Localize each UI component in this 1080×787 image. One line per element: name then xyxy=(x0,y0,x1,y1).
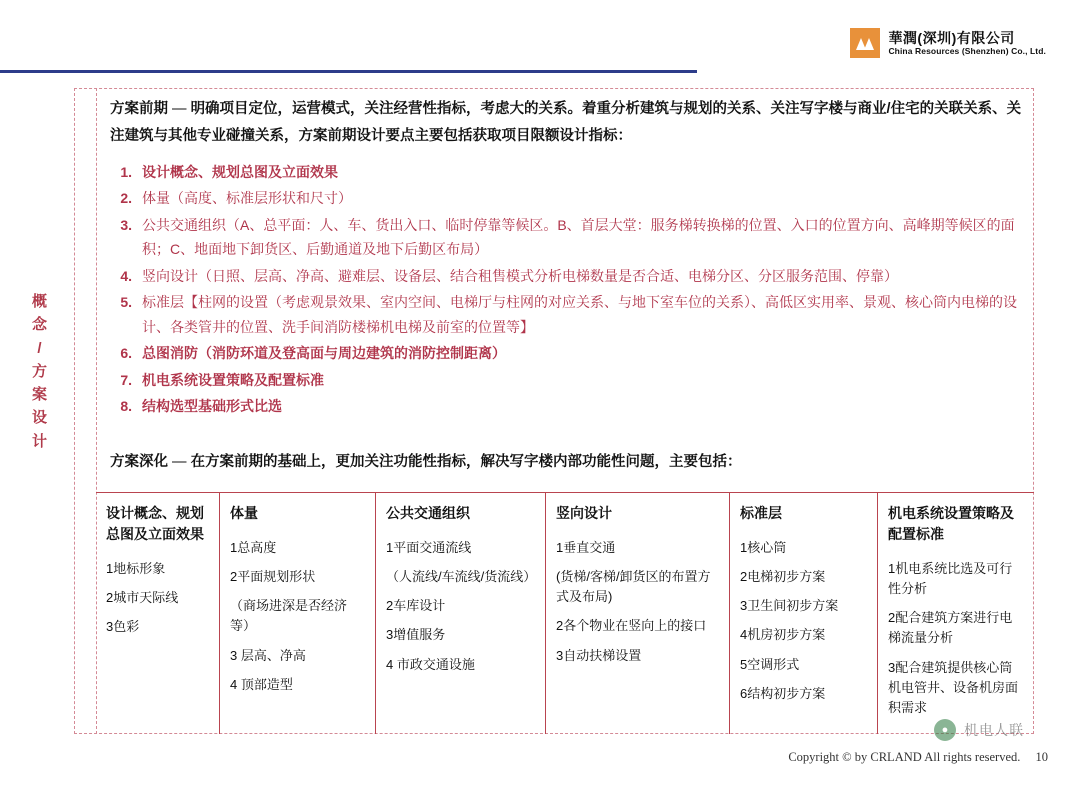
side-tab-char-4: 方 xyxy=(31,362,48,380)
early-stage-dash: — xyxy=(172,101,187,117)
crland-mountain-logo-icon xyxy=(850,28,880,58)
list-item xyxy=(110,394,1028,419)
table-cell: 5空调形式 xyxy=(740,656,800,672)
table-cell: 3配合建筑提供核心筒机电管井、设备机房面积需求 xyxy=(888,659,1019,715)
table-cell: 2配合建筑方案进行电梯流量分析 xyxy=(888,610,1013,646)
side-tab-char-6: 设 xyxy=(31,409,48,427)
list-item-number: 1. xyxy=(120,163,132,180)
side-tab-char-5: 案 xyxy=(31,386,48,403)
list-item-number: 7. xyxy=(120,371,132,388)
table-cell: 4机房初步方案 xyxy=(740,627,826,643)
list-item xyxy=(110,186,1028,211)
table-cell: 3卫生间初步方案 xyxy=(740,598,839,614)
company-logo xyxy=(850,28,1046,58)
header-divider xyxy=(0,70,697,73)
watermark-label: 机电人联 xyxy=(964,722,1024,738)
table-column-vertical-design xyxy=(546,493,730,734)
column-header: 标准层 xyxy=(740,505,782,521)
copyright-text: Copyright © by CRLAND All rights reserved. xyxy=(788,750,1021,764)
deepening-dash: — xyxy=(172,453,187,470)
list-item-label: 总图消防（消防环道及登高面与周边建筑的消防控制距离） xyxy=(142,345,506,362)
list-item-label: 结构选型基础形式比选 xyxy=(142,398,282,415)
list-item xyxy=(110,368,1028,393)
list-item-label: 机电系统设置策略及配置标准 xyxy=(142,371,324,388)
table-cell: （商场进深是否经济等） xyxy=(230,598,348,634)
list-item-number: 5. xyxy=(120,294,132,311)
table-cell: 2城市天际线 xyxy=(106,590,179,606)
deepening-title: 方案深化 xyxy=(110,453,168,470)
table-cell: 2平面规划形状 xyxy=(230,569,316,585)
early-stage-paragraph xyxy=(110,96,1028,150)
column-header: 公共交通组织 xyxy=(386,505,470,521)
table-cell: 6结构初步方案 xyxy=(740,685,826,701)
list-item-number: 4. xyxy=(120,267,132,284)
list-item-label: 设计概念、规划总图及立面效果 xyxy=(142,163,338,180)
list-item-label: 竖向设计（日照、层高、净高、避难层、设备层、结合租售模式分析电梯数量是否合适、电梯分区、分区服务范围、停靠） xyxy=(142,267,898,284)
side-tab-char-3: / xyxy=(37,339,43,357)
watermark xyxy=(934,719,1024,741)
early-stage-title: 方案前期 xyxy=(110,101,168,117)
list-item xyxy=(110,160,1028,185)
list-item-label: 公共交通组织（A、总平面：人、车、货出入口、临时停靠等候区。B、首层大堂：服务梯转换梯的位置、入口的位置方向、高峰期等候区的面积；C、地面地下卸货区、后勤通道及地下后勤区布局） xyxy=(142,216,1015,258)
copyright-notice xyxy=(788,750,1048,765)
table-cell: (货梯/客梯/卸货区的布置方式及布局) xyxy=(556,569,711,605)
list-item-label: 体量（高度、标准层形状和尺寸） xyxy=(142,190,352,207)
table-cell: 1垂直交通 xyxy=(556,540,616,555)
list-item-number: 3. xyxy=(120,216,132,233)
side-tab-char-1: 概 xyxy=(31,293,48,310)
table-cell: 3增值服务 xyxy=(386,627,446,643)
table-column-design-concept xyxy=(96,493,220,734)
column-header: 体量 xyxy=(230,505,258,521)
deepening-table xyxy=(96,492,1034,734)
column-header: 设计概念、规划总图及立面效果 xyxy=(106,505,204,542)
list-item-number: 6. xyxy=(120,345,132,362)
list-item xyxy=(110,264,1028,289)
side-tab-char-7: 计 xyxy=(31,432,48,450)
table-cell: 1总高度 xyxy=(230,540,277,555)
table-cell: 2各个物业在竖向上的接口 xyxy=(556,618,707,634)
table-cell: 1核心筒 xyxy=(740,540,787,555)
side-tab-char-2: 念 xyxy=(31,316,48,334)
table-cell: 3自动扶梯设置 xyxy=(556,647,642,663)
list-item xyxy=(110,213,1028,262)
table-cell: 4 顶部造型 xyxy=(230,676,293,692)
table-column-public-transport xyxy=(376,493,546,734)
company-logo-text xyxy=(888,30,1046,57)
table-column-standard-floor xyxy=(730,493,878,734)
list-item-number: 8. xyxy=(120,398,132,415)
table-cell: 1机电系统比选及可行性分析 xyxy=(888,561,1013,597)
table-cell: 2车库设计 xyxy=(386,598,446,614)
table-cell: 1地标形象 xyxy=(106,561,166,576)
column-header: 机电系统设置策略及配置标准 xyxy=(888,505,1014,542)
list-item-label: 标准层【柱网的设置（考虑观景效果、室内空间、电梯厅与柱网的对应关系、与地下室车位的关系）、高低区实用率、景观、核心筒内电梯的设计、各类管井的位置、洗手间消防楼梯机电梯及前室的位置等】 xyxy=(142,294,1017,335)
table-cell: 1平面交通流线 xyxy=(386,540,472,555)
company-name-cn: 華潤(深圳)有限公司 xyxy=(888,29,1015,46)
early-stage-text: 明确项目定位，运营模式，关注经营性指标，考虑大的关系。着重分析建筑与规划的关系、关注写字楼与商业/住宅的关联关系、关注建筑与其他专业碰撞关系，方案前期设计要点主要包括获取项目限额设计指标： xyxy=(110,101,1022,144)
table-cell: 4 市政交通设施 xyxy=(386,656,475,672)
deepening-paragraph xyxy=(110,449,1028,475)
table-column-mep-strategy xyxy=(878,493,1034,734)
table-column-volume xyxy=(220,493,376,734)
column-header: 竖向设计 xyxy=(556,505,612,521)
deepening-text: 在方案前期的基础上，更加关注功能性指标，解决写字楼内部功能性问题，主要包括： xyxy=(190,453,742,470)
list-item-number: 2. xyxy=(120,190,132,207)
early-stage-list xyxy=(110,160,1028,419)
table-cell: 3色彩 xyxy=(106,619,140,635)
main-content xyxy=(110,96,1028,475)
list-item xyxy=(110,290,1028,339)
table-cell: 3 层高、净高 xyxy=(230,647,306,663)
page-number: 10 xyxy=(1035,750,1048,764)
side-tab-concept-design xyxy=(22,290,58,453)
table-cell: 2电梯初步方案 xyxy=(740,569,826,585)
table-cell: （人流线/车流线/货流线） xyxy=(386,569,537,585)
wechat-avatar-icon: ● xyxy=(934,719,956,741)
list-item xyxy=(110,341,1028,366)
company-name-en: China Resources (Shenzhen) Co., Ltd. xyxy=(888,46,1046,57)
